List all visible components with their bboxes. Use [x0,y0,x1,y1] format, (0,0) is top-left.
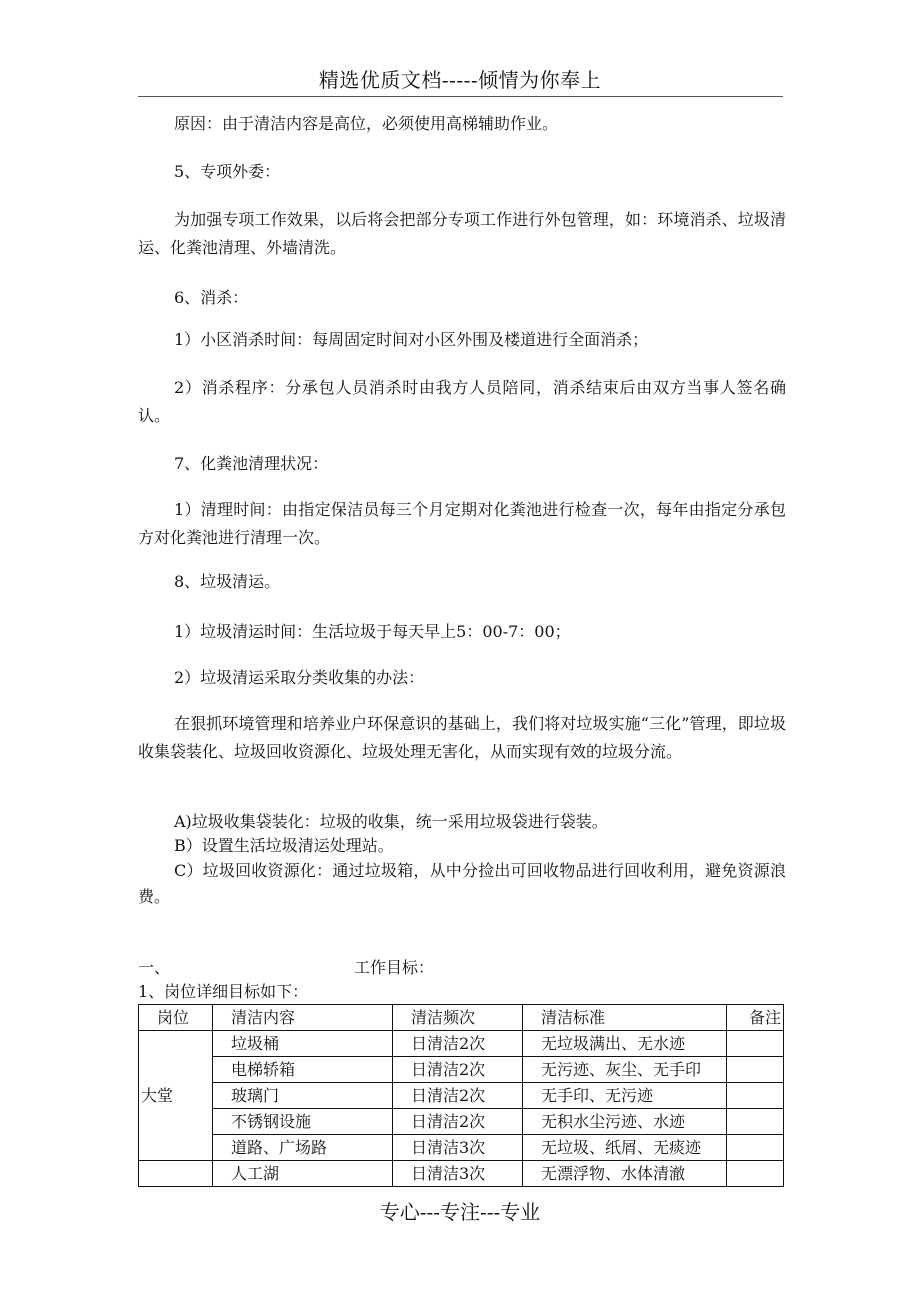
list-item-a: A)垃圾收集袋装化：垃圾的收集，统一采用垃圾袋进行袋装。 [174,812,608,831]
paragraph-disinfection-time: 1）小区消杀时间：每周固定时间对小区外围及楼道进行全面消杀； [174,330,649,349]
column-header-remarks: 备注 [727,1005,784,1031]
section-title: 工作目标： [354,958,435,977]
standard-cell: 无手印、无污迹 [523,1083,727,1109]
remarks-cell [727,1057,784,1083]
content-cell: 不锈钢设施 [213,1109,393,1135]
paragraph-reason: 原因：由于清洁内容是高位，必须使用高梯辅助作业。 [174,114,559,133]
standard-cell: 无积水尘污迹、水迹 [523,1109,727,1135]
section-subtitle: 1、岗位详细目标如下： [138,982,309,1001]
frequency-cell: 日清洁3次 [393,1161,523,1187]
remarks-cell [727,1135,784,1161]
list-item-c: C）垃圾回收资源化：通过垃圾箱，从中分捡出可回收物品进行回收利用，避免资源浪费。 [138,861,786,906]
column-header-post: 岗位 [139,1005,213,1031]
heading-outsourcing: 5、专项外委： [174,162,281,181]
content-cell: 玻璃门 [213,1083,393,1109]
column-header-standard: 清洁标准 [523,1005,727,1031]
post-cell-empty [139,1161,213,1187]
content-cell: 垃圾桶 [213,1031,393,1057]
paragraph-garbage-time: 1）垃圾清运时间：生活垃圾于每天早上5：00-7：00； [174,622,571,641]
section-heading [138,956,783,980]
heading-disinfection: 6、消杀： [174,288,249,307]
standard-cell: 无漂浮物、水体清澈 [523,1161,727,1187]
column-header-frequency: 清洁频次 [393,1005,523,1031]
remarks-cell [727,1031,784,1057]
remarks-cell [727,1083,784,1109]
standard-cell: 无污迹、灰尘、无手印 [523,1057,727,1083]
paragraph-outsourcing: 为加强专项工作效果，以后将会把部分专项工作进行外包管理，如：环境消杀、垃圾清运、化粪池清理、外墙清洗。 [138,210,786,257]
heading-septic-tank: 7、化粪池清理状况： [174,454,329,473]
page-header: 精选优质文档-----倾情为你奉上 [318,68,602,92]
column-header-content: 清洁内容 [213,1005,393,1031]
content-cell: 电梯轿箱 [213,1057,393,1083]
post-cell-lobby: 大堂 [139,1031,213,1161]
content-cell: 人工湖 [213,1161,393,1187]
table-row [139,1057,784,1083]
paragraph-septic-tank: 1）清理时间：由指定保洁员每三个月定期对化粪池进行检查一次，每年由指定分承包方对化粪池进行清理一次。 [138,500,786,547]
remarks-cell [727,1109,784,1135]
heading-garbage: 8、垃圾清运。 [174,572,281,591]
goal-table [138,1004,784,1187]
paragraph-three-principles: 在狠抓环境管理和培养业户环保意识的基础上，我们将对垃圾实施“三化”管理，即垃圾收集袋装化、垃圾回收资源化、垃圾处理无害化，从而实现有效的垃圾分流。 [138,714,786,761]
content-cell: 道路、广场路 [213,1135,393,1161]
standard-cell: 无垃圾、纸屑、无痰迹 [523,1135,727,1161]
table-header-row [139,1005,784,1031]
table-row [139,1161,784,1187]
paragraph-disinfection-procedure: 2）消杀程序：分承包人员消杀时由我方人员陪同，消杀结束后由双方当事人签名确认。 [138,378,786,425]
list-item-b: B）设置生活垃圾清运处理站。 [174,836,394,855]
table-row [139,1031,784,1057]
section-number: 一、 [138,958,171,977]
frequency-cell: 日清洁3次 [393,1135,523,1161]
table-row [139,1109,784,1135]
remarks-cell [727,1161,784,1187]
frequency-cell: 日清洁2次 [393,1057,523,1083]
header-divider [138,96,783,97]
page-footer: 专心---专注---专业 [379,1200,541,1224]
frequency-cell: 日清洁2次 [393,1109,523,1135]
paragraph-garbage-method: 2）垃圾清运采取分类收集的办法： [174,668,425,687]
frequency-cell: 日清洁2次 [393,1083,523,1109]
frequency-cell: 日清洁2次 [393,1031,523,1057]
table-row [139,1135,784,1161]
standard-cell: 无垃圾满出、无水迹 [523,1031,727,1057]
table-row [139,1083,784,1109]
